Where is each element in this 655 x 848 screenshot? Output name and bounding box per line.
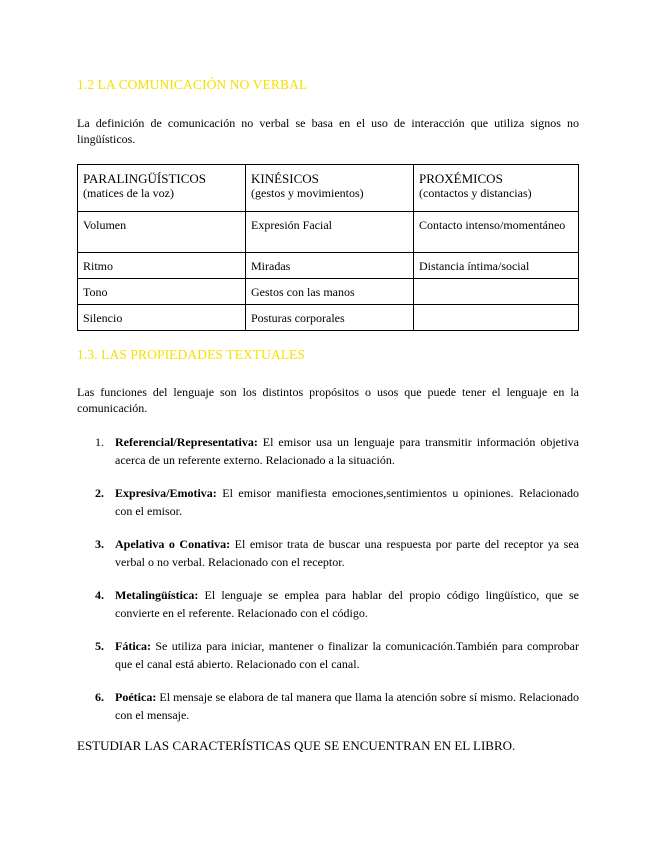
table-row [78, 279, 579, 305]
list-item-text: Se utiliza para iniciar, mantener o finalizar la comunicación.También para comprobar que el canal está abierto. Relacionado con el canal. [115, 639, 579, 671]
table-cell: Gestos con las manos [246, 279, 414, 305]
table-cell: Expresión Facial [246, 212, 414, 253]
table-header-cell [246, 165, 414, 212]
list-item-number: 3. [95, 537, 104, 551]
list-item-text: El mensaje se elabora de tal manera que llama la atención sobre sí mismo. Relacionado con el mensaje. [115, 690, 579, 722]
list-item-number: 2. [95, 486, 104, 500]
list-item [95, 535, 580, 571]
table-cell: Posturas corporales [246, 305, 414, 331]
table-header-cell [78, 165, 246, 212]
table-row [78, 305, 579, 331]
table-cell [414, 305, 579, 331]
list-item-text: El emisor usa un lenguaje para transmitir información objetiva acerca de un referente externo. Relacionado a la situación. [115, 435, 579, 467]
table-cell: Miradas [246, 253, 414, 279]
language-functions-intro-paragraph: Las funciones del lenguaje son los distintos propósitos o usos que puede tener el lenguaje en la comunicación. [77, 385, 579, 415]
list-item-term: Referencial/Representativa: [115, 435, 258, 449]
table-cell: Tono [78, 279, 246, 305]
table-cell: Volumen [78, 212, 246, 253]
section-heading-textual-properties: 1.3. LAS PROPIEDADES TEXTUALES [77, 347, 306, 362]
list-item [95, 688, 579, 724]
nonverbal-signs-table [77, 164, 579, 331]
list-item [95, 433, 579, 469]
table-row [78, 253, 579, 279]
list-item [95, 484, 579, 520]
header-title: PARALINGÜÍSTICOS [83, 171, 207, 186]
list-item-term: Poética: [115, 690, 157, 704]
list-item-text: El emisor manifiesta emociones,sentimientos u opiniones. Relacionado con el emisor. [115, 486, 579, 518]
list-item [95, 586, 579, 622]
header-title: PROXÉMICOS [419, 171, 503, 186]
list-item-text: El emisor trata de buscar una respuesta por parte del receptor ya sea verbal o no verbal. Relacionado con el receptor. [115, 537, 580, 569]
table-row [78, 212, 579, 253]
table-header-cell [414, 165, 579, 212]
table-cell [414, 279, 579, 305]
list-item-number: 1. [95, 435, 104, 449]
list-item-number: 4. [95, 588, 104, 602]
table-cell: Silencio [78, 305, 246, 331]
language-functions-list [95, 433, 580, 739]
header-subtitle: (matices de la voz) [83, 186, 174, 200]
table-cell: Ritmo [78, 253, 246, 279]
list-item-term: Metalingüística: [115, 588, 199, 602]
list-item-number: 6. [95, 690, 104, 704]
section-heading-nonverbal: 1.2 LA COMUNICACIÓN NO VERBAL [77, 77, 308, 92]
list-item-term: Apelativa o Conativa: [115, 537, 231, 551]
list-item [95, 637, 579, 673]
nonverbal-intro-paragraph: La definición de comunicación no verbal se basa en el uso de interacción que utiliza signos no lingüísticos. [77, 116, 579, 146]
header-subtitle: (contactos y distancias) [419, 186, 532, 200]
list-item-term: Expresiva/Emotiva: [115, 486, 217, 500]
table-cell: Distancia íntima/social [414, 253, 579, 279]
list-item-number: 5. [95, 639, 104, 653]
header-title: KINÉSICOS [251, 171, 319, 186]
table-cell: Contacto intenso/momentáneo [414, 212, 579, 253]
closing-instruction: ESTUDIAR LAS CARACTERÍSTICAS QUE SE ENCUENTRAN EN EL LIBRO. [77, 738, 516, 753]
list-item-text: El lenguaje se emplea para hablar del propio código lingüístico, que se convierte en el referente. Relacionado con el código. [115, 588, 579, 620]
header-subtitle: (gestos y movimientos) [251, 186, 364, 200]
list-item-term: Fática: [115, 639, 151, 653]
table-header-row [78, 165, 579, 212]
